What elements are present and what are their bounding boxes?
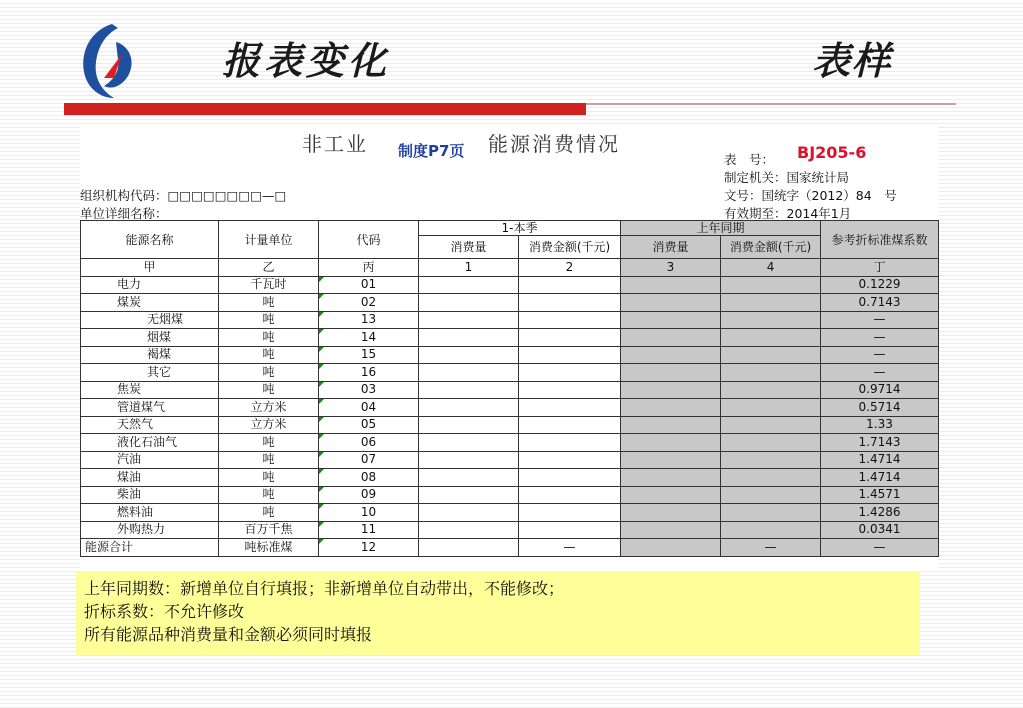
header-code: 代码 bbox=[319, 221, 419, 259]
unit-cell: 吨 bbox=[219, 381, 319, 399]
amount-input-cell[interactable] bbox=[519, 416, 621, 434]
amount-input-cell[interactable] bbox=[519, 329, 621, 347]
unit-cell: 立方米 bbox=[219, 416, 319, 434]
note-line: 上年同期数：新增单位自行填报；非新增单位自动带出，不能修改； bbox=[84, 579, 565, 598]
energy-name-cell: 煤炭 bbox=[81, 294, 219, 312]
authority-label: 制定机关：国家统计局 bbox=[724, 170, 850, 185]
prior-consumption-cell bbox=[621, 364, 721, 382]
prior-amount-cell bbox=[721, 364, 821, 382]
energy-name-cell: 外购热力 bbox=[81, 521, 219, 539]
amount-input-cell[interactable] bbox=[519, 311, 621, 329]
unit-cell: 吨 bbox=[219, 294, 319, 312]
header-amount-current: 消费金额(千元) bbox=[519, 236, 621, 259]
prior-amount-cell bbox=[721, 521, 821, 539]
energy-name-cell: 液化石油气 bbox=[81, 434, 219, 452]
coef-cell: 0.1229 bbox=[821, 276, 939, 294]
unit-cell: 吨 bbox=[219, 504, 319, 522]
index-cell: 丙 bbox=[319, 259, 419, 277]
amount-input-cell[interactable] bbox=[519, 486, 621, 504]
unit-cell: 吨 bbox=[219, 329, 319, 347]
code-cell: 14 bbox=[319, 329, 419, 347]
header-current-group: 1-本季 bbox=[419, 221, 621, 236]
table-row bbox=[81, 276, 939, 294]
title-divider-red bbox=[64, 103, 586, 115]
header-amount-prior: 消费金额(千元) bbox=[721, 236, 821, 259]
code-cell: 09 bbox=[319, 486, 419, 504]
code-cell: 15 bbox=[319, 346, 419, 364]
doc-number-label: 文号：国统字（2012）84 号 bbox=[724, 188, 897, 203]
amount-input-cell[interactable] bbox=[519, 381, 621, 399]
header-unit: 计量单位 bbox=[219, 221, 319, 259]
org-code-label: 组织机构代码：□□□□□□□□—□ bbox=[80, 188, 287, 203]
prior-consumption-cell bbox=[621, 276, 721, 294]
index-cell: 甲 bbox=[81, 259, 219, 277]
coef-cell: — bbox=[821, 311, 939, 329]
energy-name-cell: 柴油 bbox=[81, 486, 219, 504]
unit-name-label: 单位详细名称： bbox=[80, 206, 168, 221]
prior-consumption-cell bbox=[621, 504, 721, 522]
note-line: 所有能源品种消费量和金额必须同时填报 bbox=[84, 625, 373, 644]
coef-cell: — bbox=[821, 329, 939, 347]
prior-amount-cell bbox=[721, 276, 821, 294]
index-cell: 1 bbox=[419, 259, 519, 277]
valid-until-label: 有效期至：2014年1月 bbox=[724, 206, 852, 221]
coef-cell: — bbox=[821, 346, 939, 364]
prior-amount-cell bbox=[721, 399, 821, 417]
consumption-input-cell[interactable] bbox=[419, 521, 519, 539]
coef-cell: 1.4714 bbox=[821, 469, 939, 487]
amount-input-cell[interactable] bbox=[519, 276, 621, 294]
coef-cell: 1.7143 bbox=[821, 434, 939, 452]
unit-cell: 立方米 bbox=[219, 399, 319, 417]
code-cell: 05 bbox=[319, 416, 419, 434]
index-cell: 2 bbox=[519, 259, 621, 277]
consumption-input-cell[interactable] bbox=[419, 399, 519, 417]
energy-name-cell: 褐煤 bbox=[81, 346, 219, 364]
amount-input-cell[interactable] bbox=[519, 364, 621, 382]
prior-amount-cell bbox=[721, 451, 821, 469]
table-row bbox=[81, 539, 939, 557]
coef-cell: 1.4714 bbox=[821, 451, 939, 469]
table-row bbox=[81, 399, 939, 417]
code-cell: 02 bbox=[319, 294, 419, 312]
amount-input-cell[interactable] bbox=[519, 451, 621, 469]
consumption-input-cell[interactable] bbox=[419, 486, 519, 504]
header-name: 能源名称 bbox=[81, 221, 219, 259]
amount-input-cell[interactable] bbox=[519, 469, 621, 487]
prior-consumption-cell bbox=[621, 329, 721, 347]
consumption-input-cell[interactable] bbox=[419, 434, 519, 452]
coef-cell: — bbox=[821, 539, 939, 557]
table-row bbox=[81, 311, 939, 329]
table-row bbox=[81, 434, 939, 452]
consumption-input-cell[interactable] bbox=[419, 276, 519, 294]
consumption-input-cell[interactable] bbox=[419, 451, 519, 469]
coef-cell: — bbox=[821, 364, 939, 382]
prior-consumption-cell bbox=[621, 486, 721, 504]
prior-amount-cell bbox=[721, 381, 821, 399]
consumption-input-cell[interactable] bbox=[419, 346, 519, 364]
code-cell: 03 bbox=[319, 381, 419, 399]
prior-consumption-cell bbox=[621, 311, 721, 329]
prior-consumption-cell bbox=[621, 381, 721, 399]
table-row bbox=[81, 416, 939, 434]
coef-cell: 0.9714 bbox=[821, 381, 939, 399]
table-row bbox=[81, 294, 939, 312]
coef-cell: 0.5714 bbox=[821, 399, 939, 417]
header-consumption-current: 消费量 bbox=[419, 236, 519, 259]
energy-name-cell: 其它 bbox=[81, 364, 219, 382]
table-row bbox=[81, 521, 939, 539]
prior-amount-cell bbox=[721, 346, 821, 364]
amount-input-cell[interactable] bbox=[519, 434, 621, 452]
energy-name-cell: 煤油 bbox=[81, 469, 219, 487]
unit-cell: 吨 bbox=[219, 469, 319, 487]
code-cell: 13 bbox=[319, 311, 419, 329]
consumption-input-cell[interactable] bbox=[419, 504, 519, 522]
prior-consumption-cell bbox=[621, 399, 721, 417]
table-no-label: 表 号： bbox=[724, 152, 775, 167]
title-divider-gray bbox=[586, 103, 956, 105]
prior-consumption-cell bbox=[621, 434, 721, 452]
prior-consumption-cell bbox=[621, 539, 721, 557]
notes-box bbox=[76, 571, 920, 655]
consumption-input-cell[interactable] bbox=[419, 294, 519, 312]
coef-cell: 0.7143 bbox=[821, 294, 939, 312]
energy-name-cell: 天然气 bbox=[81, 416, 219, 434]
table-row bbox=[81, 469, 939, 487]
note-line: 折标系数：不允许修改 bbox=[84, 602, 245, 621]
logo-icon bbox=[78, 20, 142, 102]
consumption-input-cell[interactable] bbox=[419, 539, 519, 557]
form-title: 非工业 能源消费情况 bbox=[302, 132, 620, 156]
code-cell: 08 bbox=[319, 469, 419, 487]
prior-consumption-cell bbox=[621, 469, 721, 487]
header-consumption-prior: 消费量 bbox=[621, 236, 721, 259]
code-cell: 06 bbox=[319, 434, 419, 452]
prior-consumption-cell bbox=[621, 346, 721, 364]
unit-cell: 百万千焦 bbox=[219, 521, 319, 539]
page-title: 报表变化 bbox=[222, 38, 391, 83]
unit-cell: 吨 bbox=[219, 346, 319, 364]
code-cell: 16 bbox=[319, 364, 419, 382]
code-cell: 07 bbox=[319, 451, 419, 469]
coef-cell: 1.33 bbox=[821, 416, 939, 434]
energy-name-cell: 烟煤 bbox=[81, 329, 219, 347]
code-cell: 04 bbox=[319, 399, 419, 417]
coef-cell: 1.4286 bbox=[821, 504, 939, 522]
amount-input-cell[interactable] bbox=[519, 399, 621, 417]
index-cell: 丁 bbox=[821, 259, 939, 277]
table-row bbox=[81, 329, 939, 347]
prior-consumption-cell bbox=[621, 294, 721, 312]
energy-name-cell: 管道煤气 bbox=[81, 399, 219, 417]
coef-cell: 1.4571 bbox=[821, 486, 939, 504]
prior-amount-cell bbox=[721, 504, 821, 522]
code-cell: 12 bbox=[319, 539, 419, 557]
amount-input-cell[interactable]: — bbox=[519, 539, 621, 557]
table-row bbox=[81, 504, 939, 522]
consumption-input-cell[interactable] bbox=[419, 381, 519, 399]
prior-amount-cell bbox=[721, 434, 821, 452]
index-row bbox=[81, 259, 939, 277]
unit-cell: 千瓦时 bbox=[219, 276, 319, 294]
prior-amount-cell bbox=[721, 311, 821, 329]
unit-cell: 吨 bbox=[219, 451, 319, 469]
consumption-input-cell[interactable] bbox=[419, 329, 519, 347]
code-cell: 11 bbox=[319, 521, 419, 539]
prior-consumption-cell bbox=[621, 451, 721, 469]
index-cell: 乙 bbox=[219, 259, 319, 277]
index-cell: 3 bbox=[621, 259, 721, 277]
energy-name-cell: 焦炭 bbox=[81, 381, 219, 399]
energy-name-cell: 燃料油 bbox=[81, 504, 219, 522]
energy-name-cell: 无烟煤 bbox=[81, 311, 219, 329]
energy-table bbox=[80, 220, 939, 557]
energy-name-cell: 汽油 bbox=[81, 451, 219, 469]
unit-cell: 吨 bbox=[219, 364, 319, 382]
amount-input-cell[interactable] bbox=[519, 521, 621, 539]
code-cell: 01 bbox=[319, 276, 419, 294]
energy-name-cell: 能源合计 bbox=[81, 539, 219, 557]
consumption-input-cell[interactable] bbox=[419, 311, 519, 329]
prior-amount-cell bbox=[721, 416, 821, 434]
amount-input-cell[interactable] bbox=[519, 504, 621, 522]
prior-consumption-cell bbox=[621, 416, 721, 434]
prior-consumption-cell bbox=[621, 521, 721, 539]
prior-amount-cell bbox=[721, 294, 821, 312]
prior-amount-cell bbox=[721, 486, 821, 504]
header-coef: 参考折标准煤系数 bbox=[821, 221, 939, 259]
page-tag: 表样 bbox=[812, 38, 893, 83]
table-row bbox=[81, 364, 939, 382]
prior-amount-cell bbox=[721, 469, 821, 487]
table-row bbox=[81, 451, 939, 469]
consumption-input-cell[interactable] bbox=[419, 469, 519, 487]
energy-name-cell: 电力 bbox=[81, 276, 219, 294]
table-number: BJ205-6 bbox=[797, 143, 867, 162]
table-row bbox=[81, 346, 939, 364]
code-cell: 10 bbox=[319, 504, 419, 522]
index-cell: 4 bbox=[721, 259, 821, 277]
table-row bbox=[81, 486, 939, 504]
unit-cell: 吨 bbox=[219, 434, 319, 452]
table-row bbox=[81, 381, 939, 399]
amount-input-cell[interactable] bbox=[519, 294, 621, 312]
amount-input-cell[interactable] bbox=[519, 346, 621, 364]
coef-cell: 0.0341 bbox=[821, 521, 939, 539]
unit-cell: 吨 bbox=[219, 486, 319, 504]
unit-cell: 吨 bbox=[219, 311, 319, 329]
prior-amount-cell: — bbox=[721, 539, 821, 557]
prior-amount-cell bbox=[721, 329, 821, 347]
consumption-input-cell[interactable] bbox=[419, 364, 519, 382]
manual-page-note: 制度P7页 bbox=[398, 142, 465, 160]
consumption-input-cell[interactable] bbox=[419, 416, 519, 434]
unit-cell: 吨标准煤 bbox=[219, 539, 319, 557]
header-prior-group: 上年同期 bbox=[621, 221, 821, 236]
